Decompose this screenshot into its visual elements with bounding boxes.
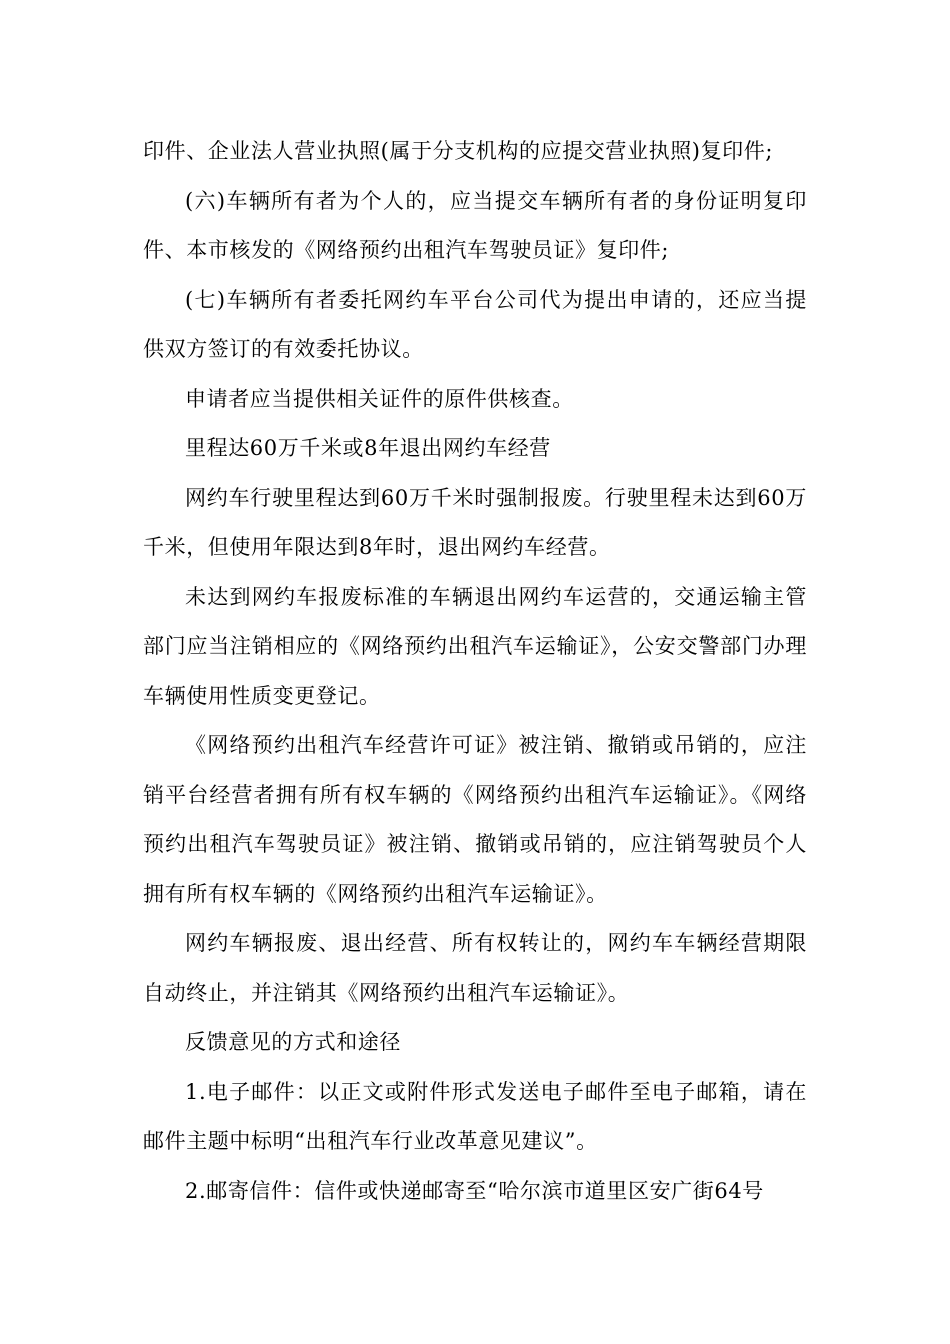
paragraph-term-termination: 网约车辆报废、退出经营、所有权转让的，网约车车辆经营期限自动终止，并注销其《网络预约出租汽车运输证》。 xyxy=(143,931,807,1005)
paragraph-license-revocation: 《网络预约出租汽车经营许可证》被注销、撤销或吊销的，应注销平台经营者拥有所有权车辆的《网络预约出租汽车运输证》。《网络预约出租汽车驾驶员证》被注销、撤销或吊销的，应注销驾驶员个人拥有所有权车辆的《网络预约出租汽车运输证》。 xyxy=(143,733,807,906)
section-heading-feedback: 反馈意见的方式和途径 xyxy=(185,1030,401,1054)
section-heading-mileage: 里程达60万千米或8年退出网约车经营 xyxy=(185,436,551,460)
paragraph-item-six: (六)车辆所有者为个人的，应当提交车辆所有者的身份证明复印件、本市核发的《网络预约出租汽车驾驶员证》复印件; xyxy=(143,188,807,262)
document-body xyxy=(143,127,807,1216)
paragraph-scrap-mileage: 网约车行驶里程达到60万千米时强制报废。行驶里程未达到60万千米，但使用年限达到8年时，退出网约车经营。 xyxy=(143,485,807,559)
paragraph-continuation: 印件、企业法人营业执照(属于分支机构的应提交营业执照)复印件; xyxy=(143,139,774,163)
paragraph-item-seven: (七)车辆所有者委托网约车平台公司代为提出申请的，还应当提供双方签订的有效委托协议。 xyxy=(143,287,807,361)
paragraph-feedback-email: 1.电子邮件：以正文或附件形式发送电子邮件至电子邮箱，请在邮件主题中标明“出租汽车行业改革意见建议”。 xyxy=(143,1079,807,1153)
paragraph-exit-operation: 未达到网约车报废标准的车辆退出网约车运营的，交通运输主管部门应当注销相应的《网络预约出租汽车运输证》，公安交警部门办理车辆使用性质变更登记。 xyxy=(143,584,807,708)
paragraph-feedback-mail: 2.邮寄信件：信件或快递邮寄至“哈尔滨市道里区安广街64号 xyxy=(185,1178,764,1203)
paragraph-original-documents: 申请者应当提供相关证件的原件供核查。 xyxy=(185,386,574,411)
